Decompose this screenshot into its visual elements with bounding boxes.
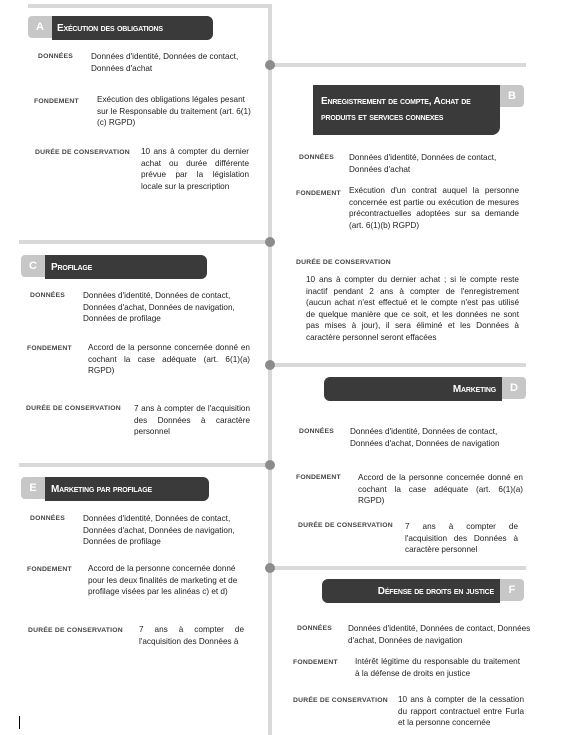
section-d-fondement-label: FONDEMENT xyxy=(296,474,341,481)
section-b-donnees-label: DONNÉES xyxy=(299,154,335,161)
section-d-title: Marketing xyxy=(324,377,502,401)
section-c-fondement-label: FONDEMENT xyxy=(27,345,72,352)
section-d-badge: D xyxy=(502,377,526,399)
section-b-fondement: Exécution d'un contrat auquel la personne concernée est partie ou exécution de mesures précontractuelles adoptées sur sa demande (art. 6(1)(b) RGPD) xyxy=(349,186,519,230)
section-f-badge: F xyxy=(500,579,524,601)
section-e-title: Marketing par profilage xyxy=(45,477,209,501)
timeline-branch-right xyxy=(270,63,526,67)
timeline-dot xyxy=(265,360,275,370)
section-a-duree-label: DURÉE DE CONSERVATION xyxy=(35,149,130,156)
timeline-dot xyxy=(265,460,275,470)
section-e-donnees-label: DONNÉES xyxy=(30,515,66,522)
section-c-donnees: Données d'identité, Données de contact, Données d'achat, Données de navigation, Données de profilage xyxy=(83,291,235,324)
section-f-duree-label: DURÉE DE CONSERVATION xyxy=(293,697,388,704)
section-a-donnees: Données d'identité, Données de contact, Données d'achat xyxy=(91,52,239,73)
section-e-duree-label: DURÉE DE CONSERVATION xyxy=(28,627,123,634)
section-f-duree: 10 ans à compter de la cessation du rapport contractuel entre Furla et la personne concernée xyxy=(398,695,524,728)
section-c-duree-label: DURÉE DE CONSERVATION xyxy=(26,405,121,412)
section-c-duree: 7 ans à compter de l'acquisition des Données à caractère personnel xyxy=(134,404,250,437)
section-c-donnees-label: DONNÉES xyxy=(30,292,66,299)
section-e-fondement: Accord de la personne concernée donné pour les deux finalités de marketing et de profilage visées par les alinéas c) et d) xyxy=(88,564,238,597)
timeline-dot xyxy=(265,237,275,247)
text-cursor xyxy=(19,716,20,729)
section-a-badge: A xyxy=(28,16,52,38)
section-b-badge: B xyxy=(500,85,524,107)
section-b-fondement-label: FONDEMENT xyxy=(296,190,341,197)
section-a-donnees-label: DONNÉES xyxy=(38,53,74,60)
section-b-donnees: Données d'identité, Données de contact, Données d'achat xyxy=(349,153,497,174)
timeline-branch-right xyxy=(270,363,526,367)
timeline-dot xyxy=(265,563,275,573)
section-b-duree-label: DURÉE DE CONSERVATION xyxy=(296,259,391,266)
section-f-fondement: Intérêt légitime du responsable du traitement à la défense de droits en justice xyxy=(355,657,520,678)
timeline-top-line xyxy=(28,4,272,8)
section-d-duree-label: DURÉE DE CONSERVATION xyxy=(298,522,393,529)
section-e-duree: 7 ans à compter de l'acquisition des Données à xyxy=(139,625,244,646)
timeline-branch-left xyxy=(19,463,271,467)
timeline-branch-right xyxy=(270,566,526,570)
section-c-badge: C xyxy=(21,255,45,277)
section-e-donnees: Données d'identité, Données de contact, Données d'achat, Données de navigation, Données de profilage xyxy=(83,514,235,547)
section-f-fondement-label: FONDEMENT xyxy=(293,659,338,666)
section-d-duree: 7 ans à compter de l'acquisition des Données à caractère personnel xyxy=(405,522,518,555)
timeline-dot xyxy=(265,60,275,70)
section-c-title: Profilage xyxy=(45,255,207,279)
section-f-donnees-label: DONNÉES xyxy=(297,625,333,632)
section-a-duree: 10 ans à compter du dernier achat ou durée différente prévue par la législation locale sur la prescription xyxy=(141,147,249,191)
section-f-donnees: Données d'identité, Données de contact, Données d'achat, Données de navigation xyxy=(348,624,531,645)
section-b-duree: 10 ans à compter du dernier achat ; si le compte reste inactif pendant 2 ans à compter de l'enregistrement (aucun achat n'est effectué et le compte n'est pas utilisé de quelque manière que ce soit, et les données ne sont pas mises à jour), il sera éliminé et les Données à caractère personnel seront effacées xyxy=(306,275,519,342)
section-e-fondement-label: FONDEMENT xyxy=(27,566,72,573)
section-a-fondement-label: FONDEMENT xyxy=(34,98,79,105)
section-d-donnees-label: DONNÉES xyxy=(299,428,335,435)
section-d-donnees: Données d'identité, Données de contact, Données d'achat, Données de navigation xyxy=(350,427,500,448)
section-d-fondement: Accord de la personne concernée donné en cochant la case adéquate (art. 6(1)(a) RGPD) xyxy=(358,473,523,506)
timeline-branch-left xyxy=(19,240,271,244)
section-a-title: Exécution des obligations xyxy=(52,16,213,40)
section-a-fondement: Exécution des obligations légales pesant sur le Responsable du traitement (art. 6(1)(c) RGPD) xyxy=(97,95,251,128)
section-f-title: Défense de droits en justice xyxy=(322,579,500,603)
section-c-fondement: Accord de la personne concernée donné en cochant la case adéquate (art. 6(1)(a) RGPD) xyxy=(88,343,250,376)
section-b-title: Enregistrement de compte, Achat de produits et services connexes xyxy=(313,85,500,135)
section-e-badge: E xyxy=(21,477,45,499)
